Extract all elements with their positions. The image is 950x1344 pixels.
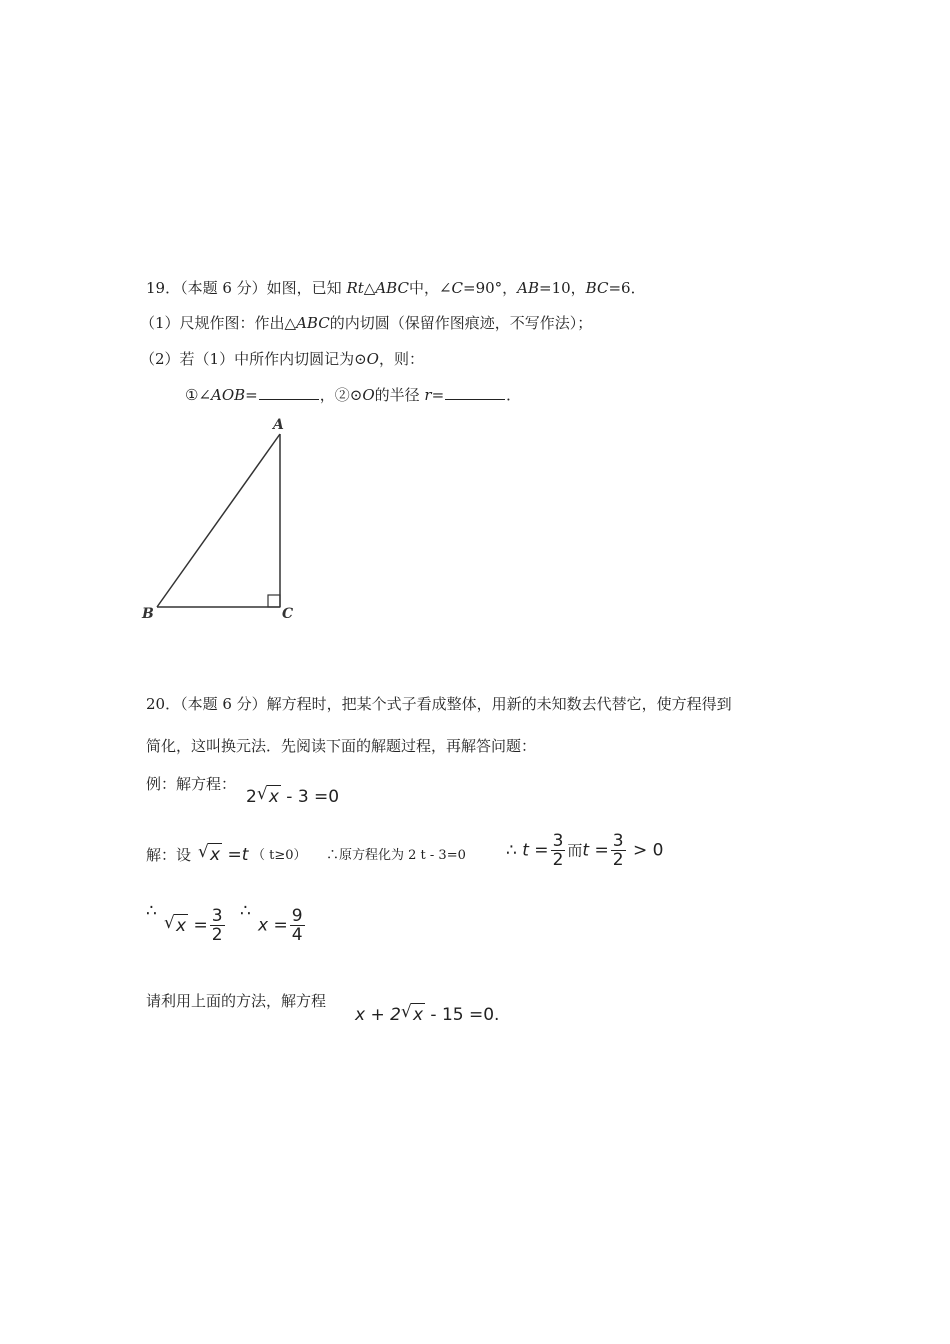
q19-sub-eq2: = [431, 386, 445, 404]
sol-eq-t: =t [222, 845, 249, 865]
q20-line3-x [258, 907, 307, 944]
eq1-radicand: x [268, 787, 279, 807]
q20-stem-line1: 20．（本题 6 分）解方程时，把某个式子看成整体，用新的未知数去代替它，使方程得到 [146, 695, 732, 713]
fraction-3-2-c [210, 907, 225, 944]
q19-stem [146, 278, 646, 298]
sqrt-symbol [401, 1003, 425, 1026]
q20-solution-cond: （ t≥0） [252, 848, 307, 863]
sol-t1: t = [522, 840, 549, 861]
q19-sub-o: O [362, 386, 375, 404]
q19-sub-angle: ①∠ [185, 386, 212, 404]
sol-and: 而 [567, 841, 583, 860]
right-angle-mark [268, 595, 280, 607]
q19-stem-abc: ABC [375, 279, 409, 297]
frac-den: 2 [552, 850, 564, 870]
q19-part2-text2: ，则： [378, 350, 424, 368]
q20-therefore-1: ∴ [146, 901, 157, 921]
task-radicand: x [412, 1005, 423, 1025]
q19-part1-abc: ABC [296, 314, 330, 332]
eq1-rest: - 3 =0 [280, 787, 340, 807]
q19-stem-bc: BC [585, 279, 609, 297]
q19-stem-text4: =10， [539, 279, 586, 297]
eq1-coef: 2 [246, 787, 257, 807]
sol-radicand: x [210, 845, 221, 865]
q20-solution-t [506, 832, 663, 869]
frac-num-b: 3 [612, 831, 624, 851]
answer-blank-angle[interactable] [259, 385, 319, 400]
q19-sub-period: ． [506, 386, 522, 404]
line3-radicand: x [176, 915, 187, 936]
answer-blank-radius[interactable] [445, 385, 505, 400]
q19-stem-text: 19．（本题 6 分）如图，已知 [146, 279, 347, 297]
side-ab [157, 434, 280, 607]
q20-task-text: 请利用上面的方法，解方程 [146, 992, 327, 1010]
frac2-num: 9 [291, 906, 303, 926]
q20-solution-mid: ∴原方程化为 2 t - 3=0 [326, 848, 466, 863]
q19-sub-circle: ，②⊙ [319, 386, 363, 404]
q19-stem-text5: =6． [608, 279, 646, 297]
q20-line3-sqrt [164, 907, 227, 944]
q20-solution-label: 解：设 [146, 846, 192, 864]
q19-sub-aob: AOB [211, 386, 246, 404]
q20-solution-sub [198, 843, 248, 866]
q19-stem-c: C [451, 279, 463, 297]
fraction-9-4 [290, 907, 305, 944]
q19-stem-ab: AB [517, 279, 540, 297]
fraction-3-2-b [611, 832, 626, 869]
q19-part2-o: O [366, 350, 379, 368]
q19-subquestions [185, 385, 521, 405]
vertex-label-c: C [282, 606, 294, 622]
sqrt-symbol [164, 914, 188, 937]
sqrt-symbol [257, 785, 281, 808]
frac-num: 3 [552, 831, 564, 851]
q19-stem-text2: 中，∠ [408, 279, 452, 297]
q19-stem-rt: Rt [346, 279, 364, 297]
q20-example-label: 例：解方程： [146, 775, 237, 793]
vertex-label-b: B [142, 606, 154, 622]
triangle-figure [130, 410, 310, 630]
q19-sub-radius: 的半径 [374, 386, 425, 404]
sol-t2: t = [582, 840, 609, 861]
line3-eq: = [188, 915, 208, 936]
q19-part1-text2: 的内切圆（保留作图痕迹，不写作法）； [329, 314, 593, 332]
q20-task-equation [355, 1003, 499, 1026]
sqrt-symbol [198, 843, 222, 866]
task-end: . [494, 1005, 500, 1025]
q19-part1-text: （1）尺规作图：作出△ [140, 314, 297, 332]
fraction-3-2 [551, 832, 566, 869]
q20-example-equation [246, 785, 339, 808]
q19-part2 [140, 349, 424, 369]
frac-den-c: 2 [211, 925, 223, 945]
frac-den-b: 2 [612, 850, 624, 870]
line3-x: x = [258, 915, 288, 936]
vertex-label-a: A [273, 417, 284, 433]
q20-stem-line2: 简化，这叫换元法．先阅读下面的解题过程，再解答问题： [146, 737, 537, 755]
q19-stem-triangle: △ [363, 279, 376, 297]
sol-gt: > 0 [627, 840, 664, 861]
therefore-symbol: ∴ [506, 840, 517, 861]
q19-part2-text: （2）若（1）中所作内切圆记为⊙ [140, 350, 367, 368]
q20-therefore-2: ∴ [240, 901, 251, 921]
frac2-den: 4 [291, 925, 303, 945]
q19-part1 [140, 313, 592, 333]
task-eq-b: - 15 =0 [425, 1005, 495, 1025]
frac-num-c: 3 [211, 906, 223, 926]
task-eq-a: x + 2 [355, 1005, 401, 1025]
q19-sub-r: r [424, 386, 432, 404]
q19-sub-eq: = [245, 386, 258, 404]
q19-stem-text3: =90°， [463, 279, 518, 297]
